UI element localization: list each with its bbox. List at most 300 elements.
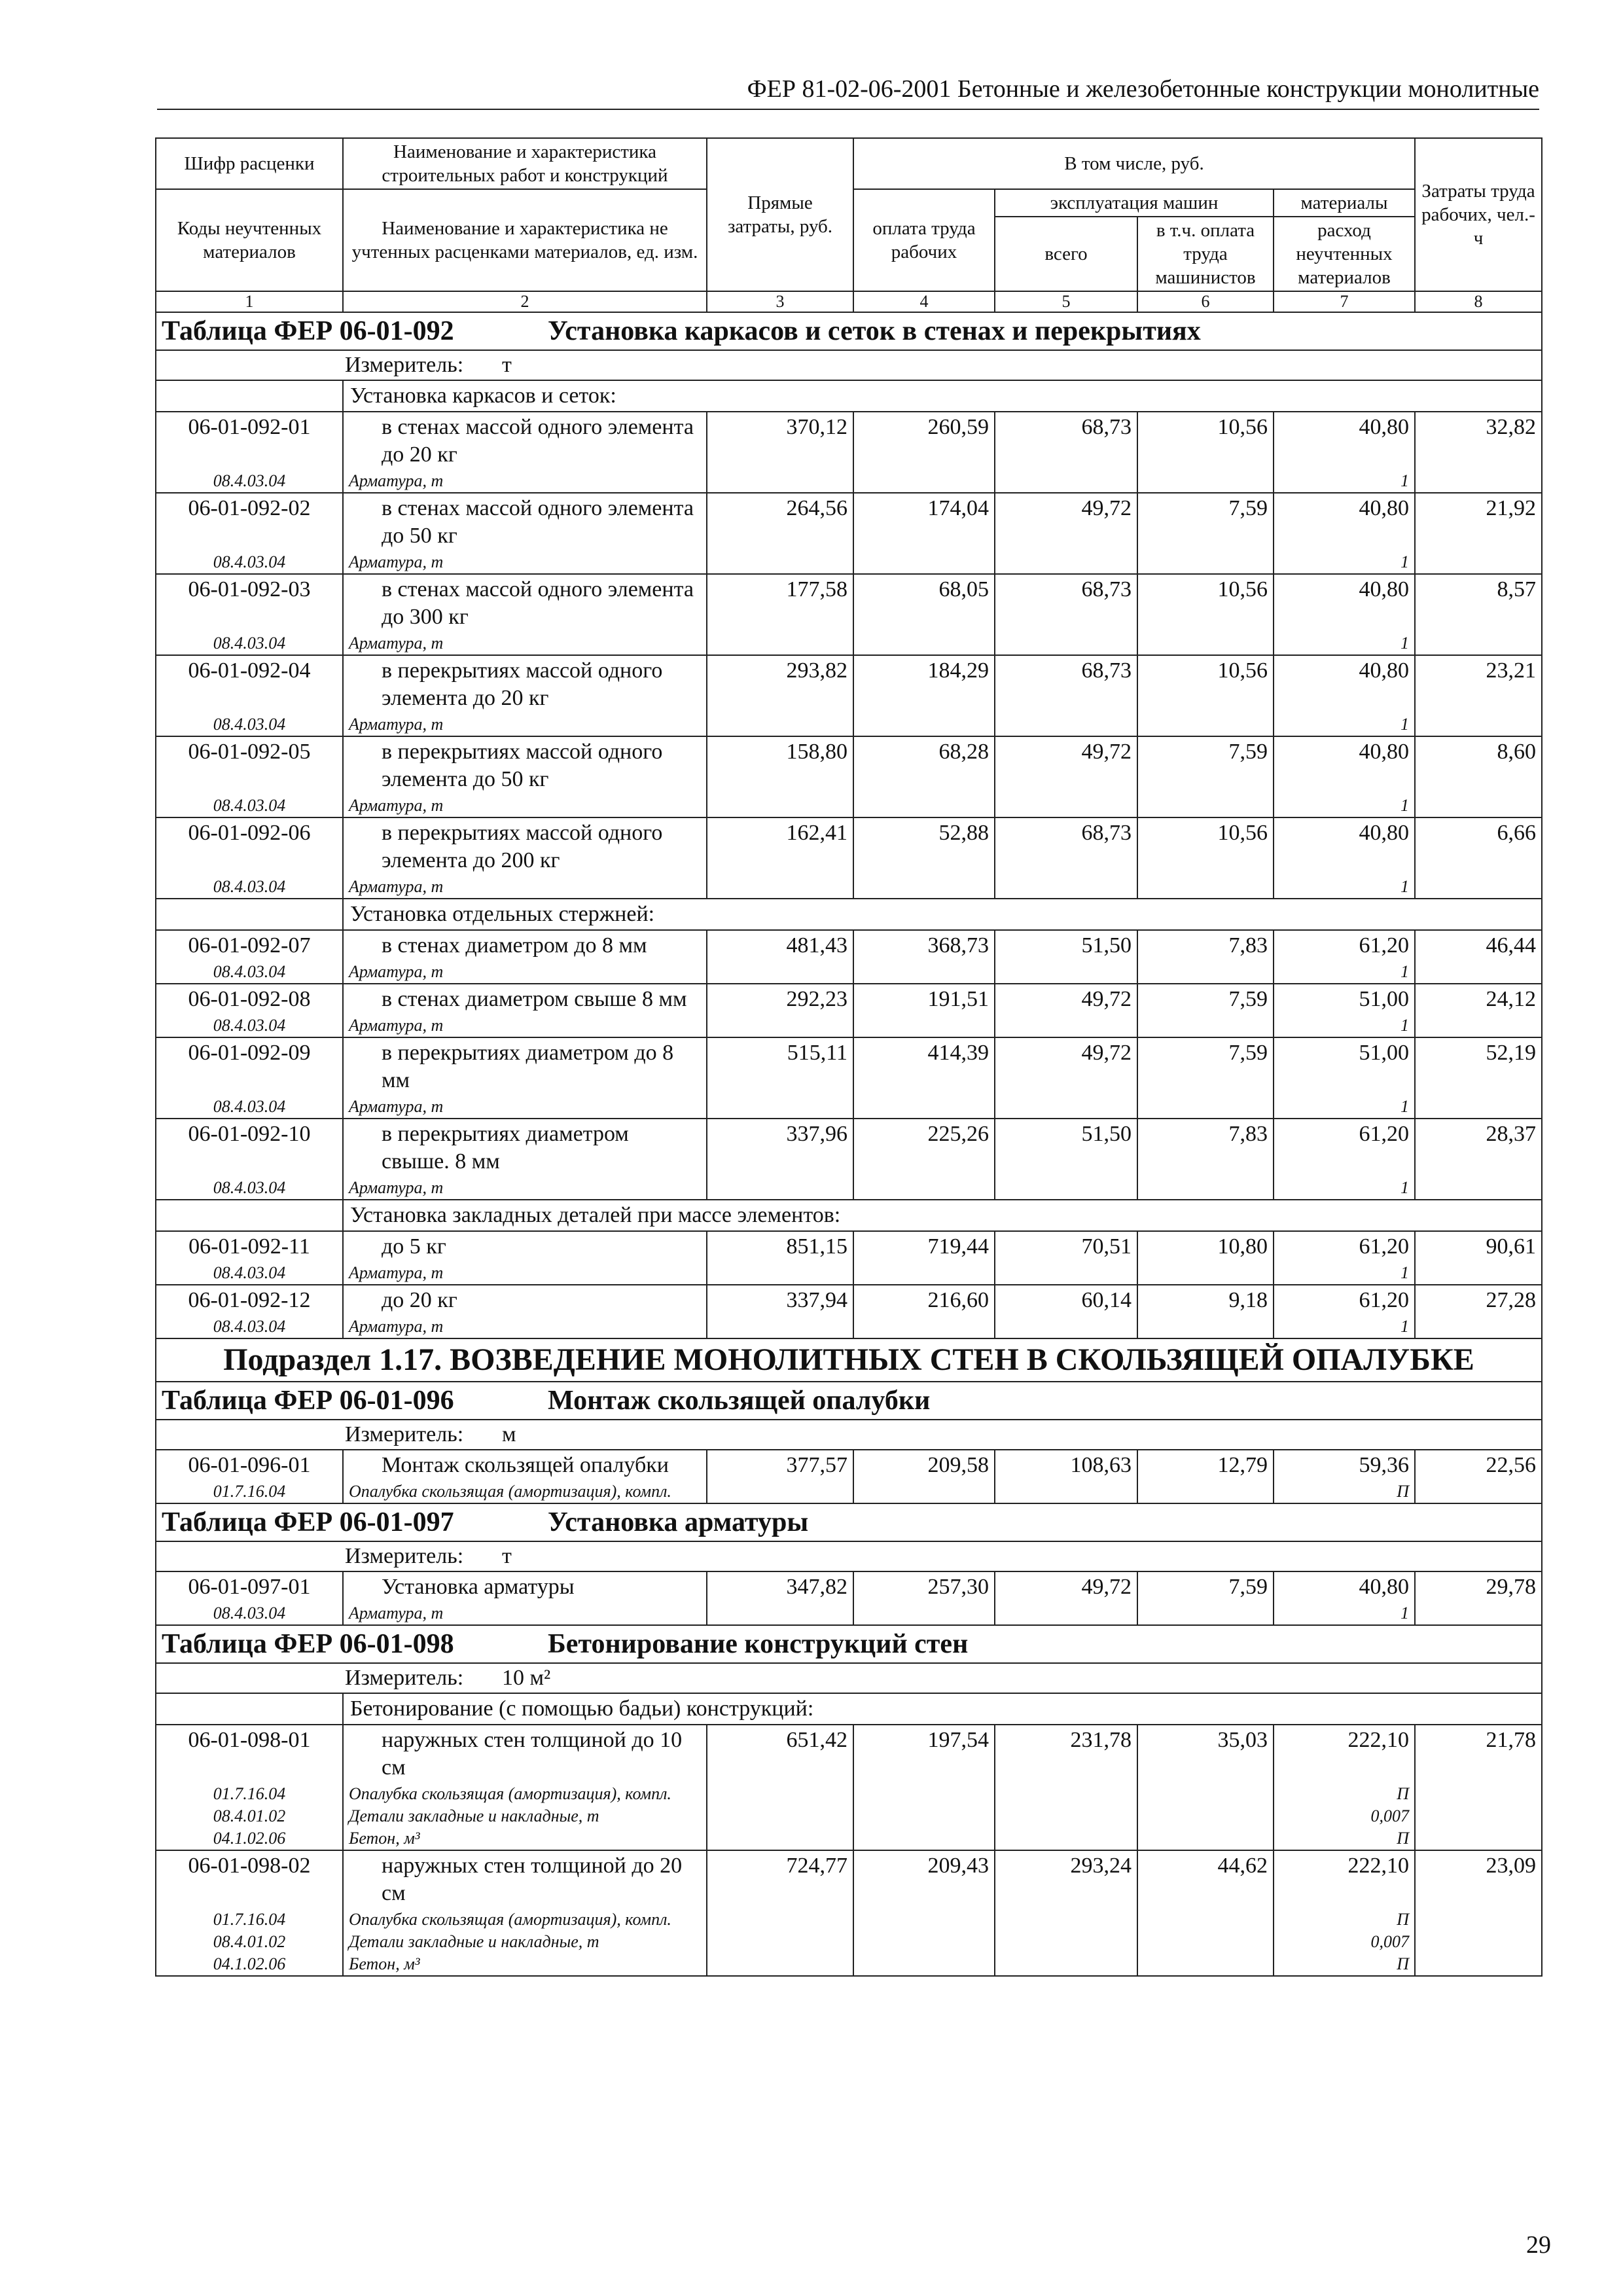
measure-unit: м — [502, 1422, 516, 1446]
rate-name: в перекрытиях массой одного элемента до 20 кг — [343, 655, 707, 713]
material-empty — [995, 551, 1137, 574]
material-empty — [853, 713, 995, 736]
measure-label: Измеритель: — [345, 1544, 464, 1568]
rate-name: до 5 кг — [343, 1231, 707, 1262]
labor-hours: 23,09 — [1415, 1850, 1542, 1909]
material-empty — [707, 795, 853, 817]
col-number: 5 — [995, 291, 1137, 312]
material-code: 01.7.16.04 — [156, 1783, 343, 1805]
labor-hours: 23,21 — [1415, 655, 1542, 713]
material-empty — [1137, 1827, 1274, 1850]
material-empty — [853, 1783, 995, 1805]
material-empty — [1137, 1480, 1274, 1503]
material-name: Арматура, т — [343, 713, 707, 736]
machines-total: 49,72 — [995, 736, 1137, 795]
material-empty — [1137, 1096, 1274, 1119]
machines-pay: 44,62 — [1137, 1850, 1274, 1909]
material-empty — [707, 961, 853, 984]
col-number: 2 — [343, 291, 707, 312]
material-empty — [707, 1931, 853, 1953]
material-qty: П — [1274, 1909, 1415, 1931]
machines-total: 49,72 — [995, 984, 1137, 1014]
material-empty — [1415, 1262, 1542, 1285]
col-incl: В том числе, руб. — [853, 138, 1415, 189]
material-code: 08.4.03.04 — [156, 961, 343, 984]
material-empty — [1137, 795, 1274, 817]
material-name: Арматура, т — [343, 795, 707, 817]
material-empty — [1137, 1805, 1274, 1827]
measure-unit: т — [502, 1544, 512, 1568]
col-name-top: Наименование и характеристика строительных работ и конструкций — [343, 138, 707, 189]
materials-cost: 222,10 — [1274, 1850, 1415, 1909]
page-header: ФЕР 81-02-06-2001 Бетонные и железобетонные конструкции монолитные — [157, 73, 1539, 110]
material-empty — [1415, 1783, 1542, 1805]
rate-code: 06-01-092-06 — [156, 817, 343, 876]
machines-pay: 12,79 — [1137, 1450, 1274, 1480]
labor-hours: 32,82 — [1415, 412, 1542, 470]
machines-pay: 10,56 — [1137, 817, 1274, 876]
material-code: 08.4.03.04 — [156, 1096, 343, 1119]
table-title-cell — [156, 1382, 1542, 1420]
col-machines-incl: в т.ч. оплата труда машинистов — [1137, 217, 1274, 291]
group-label: Установка отдельных стержней: — [343, 899, 1542, 930]
machines-pay: 9,18 — [1137, 1285, 1274, 1316]
material-code: 08.4.03.04 — [156, 1262, 343, 1285]
machines-pay: 7,59 — [1137, 984, 1274, 1014]
material-empty — [1137, 1783, 1274, 1805]
material-qty: 0,007 — [1274, 1805, 1415, 1827]
table-title-row — [156, 312, 1542, 350]
material-row — [156, 632, 1542, 655]
rates-table-wrapper — [155, 137, 1541, 1977]
machines-total: 51,50 — [995, 930, 1137, 961]
rate-row — [156, 1231, 1542, 1262]
machines-total: 70,51 — [995, 1231, 1137, 1262]
group-row — [156, 380, 1542, 412]
material-code: 08.4.03.04 — [156, 795, 343, 817]
direct-costs: 337,96 — [707, 1119, 853, 1177]
material-empty — [1415, 470, 1542, 493]
page-number: 29 — [1526, 2231, 1551, 2259]
rate-row — [156, 930, 1542, 961]
material-empty — [1415, 1827, 1542, 1850]
rate-row — [156, 1571, 1542, 1602]
material-qty: 1 — [1274, 1602, 1415, 1625]
col-number: 6 — [1137, 291, 1274, 312]
machines-pay: 7,59 — [1137, 493, 1274, 551]
material-empty — [1137, 632, 1274, 655]
rate-name: в стенах диаметром до 8 мм — [343, 930, 707, 961]
material-name: Опалубка скользящая (амортизация), компл. — [343, 1480, 707, 1503]
material-qty: 0,007 — [1274, 1931, 1415, 1953]
machines-pay: 7,59 — [1137, 736, 1274, 795]
materials-cost: 40,80 — [1274, 1571, 1415, 1602]
material-empty — [995, 1827, 1137, 1850]
materials-cost: 40,80 — [1274, 412, 1415, 470]
direct-costs: 292,23 — [707, 984, 853, 1014]
material-empty — [1415, 713, 1542, 736]
material-qty: 1 — [1274, 1262, 1415, 1285]
measure-unit: 10 м² — [502, 1666, 551, 1690]
labor-hours: 90,61 — [1415, 1231, 1542, 1262]
machines-total: 49,72 — [995, 1571, 1137, 1602]
rate-row — [156, 817, 1542, 876]
material-empty — [1415, 1480, 1542, 1503]
material-row — [156, 713, 1542, 736]
col-number: 4 — [853, 291, 995, 312]
material-name: Бетон, м³ — [343, 1953, 707, 1976]
rate-code: 06-01-092-08 — [156, 984, 343, 1014]
rate-code: 06-01-092-12 — [156, 1285, 343, 1316]
material-qty: 1 — [1274, 713, 1415, 736]
measure-row — [156, 350, 1542, 380]
rate-code: 06-01-092-11 — [156, 1231, 343, 1262]
labor-hours: 21,92 — [1415, 493, 1542, 551]
material-empty — [707, 1827, 853, 1850]
material-empty — [995, 1096, 1137, 1119]
col-number: 3 — [707, 291, 853, 312]
material-row — [156, 876, 1542, 899]
material-empty — [853, 1909, 995, 1931]
material-empty — [1137, 1953, 1274, 1976]
rate-name: в стенах диаметром свыше 8 мм — [343, 984, 707, 1014]
section-title: Подраздел 1.17. ВОЗВЕДЕНИЕ МОНОЛИТНЫХ СТЕН В СКОЛЬЗЯЩЕЙ ОПАЛУБКЕ — [156, 1338, 1542, 1382]
rate-row — [156, 1850, 1542, 1909]
material-empty — [1415, 632, 1542, 655]
material-code: 08.4.03.04 — [156, 1602, 343, 1625]
labor-pay: 184,29 — [853, 655, 995, 713]
rate-row — [156, 493, 1542, 551]
rate-row — [156, 1037, 1542, 1096]
material-empty — [853, 1096, 995, 1119]
material-empty — [1137, 1909, 1274, 1931]
rate-row — [156, 984, 1542, 1014]
machines-pay: 10,80 — [1137, 1231, 1274, 1262]
table-title-row — [156, 1382, 1542, 1420]
materials-cost: 51,00 — [1274, 1037, 1415, 1096]
material-empty — [1137, 551, 1274, 574]
material-qty: 1 — [1274, 632, 1415, 655]
materials-cost: 40,80 — [1274, 493, 1415, 551]
machines-total: 60,14 — [995, 1285, 1137, 1316]
material-name: Арматура, т — [343, 876, 707, 899]
material-name: Арматура, т — [343, 1177, 707, 1200]
group-label: Бетонирование (с помощью бадьи) конструкций: — [343, 1693, 1542, 1725]
machines-pay: 10,56 — [1137, 574, 1274, 632]
machines-pay: 10,56 — [1137, 655, 1274, 713]
labor-pay: 260,59 — [853, 412, 995, 470]
rate-code: 06-01-092-04 — [156, 655, 343, 713]
group-row — [156, 899, 1542, 930]
labor-hours: 24,12 — [1415, 984, 1542, 1014]
material-name: Арматура, т — [343, 961, 707, 984]
material-qty: П — [1274, 1783, 1415, 1805]
rate-name: до 20 кг — [343, 1285, 707, 1316]
measure-row — [156, 1420, 1542, 1450]
table-title-cell — [156, 312, 1542, 350]
table-number: Таблица ФЕР 06-01-097 — [162, 1507, 454, 1537]
col-name-bottom: Наименование и характеристика не учтенных расценками материалов, ед. изм. — [343, 189, 707, 291]
material-row — [156, 1316, 1542, 1338]
material-name: Детали закладные и накладные, т — [343, 1805, 707, 1827]
material-qty: П — [1274, 1480, 1415, 1503]
col-number: 8 — [1415, 291, 1542, 312]
table-body — [156, 312, 1542, 1976]
rate-code: 06-01-092-05 — [156, 736, 343, 795]
material-empty — [1415, 1014, 1542, 1037]
material-name: Арматура, т — [343, 632, 707, 655]
material-name: Арматура, т — [343, 1014, 707, 1037]
col-direct: Прямые затраты, руб. — [707, 138, 853, 291]
material-empty — [707, 551, 853, 574]
table-name: Бетонирование конструкций стен — [548, 1629, 969, 1659]
material-empty — [853, 632, 995, 655]
material-empty — [1415, 1096, 1542, 1119]
col-codes: Коды неучтенных материалов — [156, 189, 343, 291]
direct-costs: 724,77 — [707, 1850, 853, 1909]
material-code: 08.4.03.04 — [156, 551, 343, 574]
machines-total: 68,73 — [995, 574, 1137, 632]
group-spacer — [156, 1200, 343, 1231]
labor-hours: 8,60 — [1415, 736, 1542, 795]
material-empty — [995, 1953, 1137, 1976]
material-row — [156, 1931, 1542, 1953]
measure-label: Измеритель: — [345, 1422, 464, 1446]
rate-code: 06-01-092-07 — [156, 930, 343, 961]
material-empty — [707, 1480, 853, 1503]
machines-pay: 7,59 — [1137, 1571, 1274, 1602]
material-name: Опалубка скользящая (амортизация), компл. — [343, 1783, 707, 1805]
material-empty — [707, 1602, 853, 1625]
material-empty — [995, 713, 1137, 736]
col-labor-pay: оплата труда рабочих — [853, 189, 995, 291]
table-name: Установка каркасов и сеток в стенах и перекрытиях — [548, 316, 1201, 346]
rate-row — [156, 1450, 1542, 1480]
direct-costs: 337,94 — [707, 1285, 853, 1316]
machines-total: 231,78 — [995, 1725, 1137, 1783]
material-empty — [853, 1827, 995, 1850]
machines-total: 68,73 — [995, 412, 1137, 470]
material-empty — [1137, 713, 1274, 736]
material-empty — [853, 1480, 995, 1503]
section-row — [156, 1338, 1542, 1382]
material-empty — [707, 1262, 853, 1285]
material-name: Детали закладные и накладные, т — [343, 1931, 707, 1953]
machines-total: 108,63 — [995, 1450, 1137, 1480]
labor-pay: 68,05 — [853, 574, 995, 632]
material-empty — [853, 1177, 995, 1200]
material-empty — [1137, 1177, 1274, 1200]
group-spacer — [156, 380, 343, 412]
rate-code: 06-01-096-01 — [156, 1450, 343, 1480]
labor-pay: 257,30 — [853, 1571, 995, 1602]
labor-pay: 191,51 — [853, 984, 995, 1014]
material-code: 08.4.03.04 — [156, 1177, 343, 1200]
machines-total: 293,24 — [995, 1850, 1137, 1909]
material-empty — [707, 1783, 853, 1805]
material-name: Арматура, т — [343, 1096, 707, 1119]
machines-total: 68,73 — [995, 817, 1137, 876]
table-name: Монтаж скользящей опалубки — [548, 1386, 931, 1416]
rate-row — [156, 1119, 1542, 1177]
labor-hours: 22,56 — [1415, 1450, 1542, 1480]
materials-cost: 222,10 — [1274, 1725, 1415, 1783]
material-row — [156, 1783, 1542, 1805]
rate-name: Установка арматуры — [343, 1571, 707, 1602]
material-code: 01.7.16.04 — [156, 1909, 343, 1931]
material-row — [156, 1014, 1542, 1037]
material-empty — [995, 1909, 1137, 1931]
material-empty — [1137, 876, 1274, 899]
rate-row — [156, 574, 1542, 632]
col-number: 7 — [1274, 291, 1415, 312]
machines-pay: 35,03 — [1137, 1725, 1274, 1783]
material-empty — [995, 632, 1137, 655]
material-empty — [853, 1602, 995, 1625]
material-empty — [853, 1805, 995, 1827]
material-empty — [1137, 1262, 1274, 1285]
material-empty — [1137, 961, 1274, 984]
material-empty — [1415, 1316, 1542, 1338]
material-empty — [995, 876, 1137, 899]
table-header — [156, 138, 1542, 312]
measure-label: Измеритель: — [345, 1666, 464, 1690]
material-empty — [1415, 961, 1542, 984]
material-qty: 1 — [1274, 1014, 1415, 1037]
material-name: Арматура, т — [343, 1316, 707, 1338]
direct-costs: 264,56 — [707, 493, 853, 551]
material-qty: 1 — [1274, 470, 1415, 493]
group-label: Установка каркасов и сеток: — [343, 380, 1542, 412]
material-empty — [1415, 795, 1542, 817]
machines-pay: 7,59 — [1137, 1037, 1274, 1096]
material-empty — [853, 795, 995, 817]
direct-costs: 293,82 — [707, 655, 853, 713]
material-empty — [707, 713, 853, 736]
direct-costs: 515,11 — [707, 1037, 853, 1096]
material-code: 04.1.02.06 — [156, 1953, 343, 1976]
material-empty — [707, 1953, 853, 1976]
rate-name: в перекрытиях диаметром до 8 мм — [343, 1037, 707, 1096]
direct-costs: 370,12 — [707, 412, 853, 470]
material-empty — [1415, 876, 1542, 899]
materials-cost: 51,00 — [1274, 984, 1415, 1014]
group-row — [156, 1693, 1542, 1725]
labor-hours: 6,66 — [1415, 817, 1542, 876]
material-code: 08.4.03.04 — [156, 470, 343, 493]
material-empty — [707, 1177, 853, 1200]
materials-cost: 40,80 — [1274, 574, 1415, 632]
material-empty — [707, 470, 853, 493]
material-qty: 1 — [1274, 961, 1415, 984]
rate-row — [156, 655, 1542, 713]
machines-pay: 10,56 — [1137, 412, 1274, 470]
materials-cost: 40,80 — [1274, 817, 1415, 876]
material-code: 04.1.02.06 — [156, 1827, 343, 1850]
material-empty — [995, 1262, 1137, 1285]
labor-pay: 209,43 — [853, 1850, 995, 1909]
material-empty — [995, 1177, 1137, 1200]
col-materials: материалы — [1274, 189, 1415, 217]
material-row — [156, 1805, 1542, 1827]
rate-name: в перекрытиях массой одного элемента до 50 кг — [343, 736, 707, 795]
material-empty — [995, 795, 1137, 817]
material-qty: П — [1274, 1953, 1415, 1976]
materials-cost: 61,20 — [1274, 930, 1415, 961]
machines-total: 49,72 — [995, 493, 1137, 551]
material-qty: 1 — [1274, 1096, 1415, 1119]
material-empty — [853, 961, 995, 984]
rate-name: в стенах массой одного элемента до 50 кг — [343, 493, 707, 551]
material-empty — [707, 1805, 853, 1827]
material-row — [156, 1262, 1542, 1285]
direct-costs: 651,42 — [707, 1725, 853, 1783]
table-number: Таблица ФЕР 06-01-092 — [162, 316, 454, 346]
material-qty: 1 — [1274, 795, 1415, 817]
machines-total: 68,73 — [995, 655, 1137, 713]
col-machines: эксплуатация машин — [995, 189, 1274, 217]
material-code: 08.4.01.02 — [156, 1931, 343, 1953]
material-empty — [1415, 1805, 1542, 1827]
material-empty — [1415, 1177, 1542, 1200]
material-empty — [1415, 1931, 1542, 1953]
material-row — [156, 551, 1542, 574]
labor-pay: 174,04 — [853, 493, 995, 551]
material-empty — [853, 1014, 995, 1037]
group-row — [156, 1200, 1542, 1231]
measure-row — [156, 1541, 1542, 1571]
material-empty — [853, 1953, 995, 1976]
materials-cost: 61,20 — [1274, 1231, 1415, 1262]
table-number: Таблица ФЕР 06-01-098 — [162, 1629, 454, 1659]
rate-name: в перекрытиях массой одного элемента до 200 кг — [343, 817, 707, 876]
rate-name: наружных стен толщиной до 10 см — [343, 1725, 707, 1783]
material-empty — [995, 961, 1137, 984]
rate-name: в перекрытиях диаметром свыше. 8 мм — [343, 1119, 707, 1177]
rate-name: в стенах массой одного элемента до 300 кг — [343, 574, 707, 632]
material-empty — [707, 1096, 853, 1119]
rate-code: 06-01-098-02 — [156, 1850, 343, 1909]
material-empty — [1137, 470, 1274, 493]
labor-hours: 29,78 — [1415, 1571, 1542, 1602]
machines-total: 49,72 — [995, 1037, 1137, 1096]
material-empty — [707, 632, 853, 655]
measure-row — [156, 1663, 1542, 1693]
group-spacer — [156, 899, 343, 930]
measure-cell — [156, 350, 1542, 380]
material-qty: 1 — [1274, 1177, 1415, 1200]
material-empty — [995, 1783, 1137, 1805]
col-number: 1 — [156, 291, 343, 312]
material-empty — [853, 1931, 995, 1953]
material-empty — [853, 1316, 995, 1338]
rate-code: 06-01-092-10 — [156, 1119, 343, 1177]
machines-pay: 7,83 — [1137, 1119, 1274, 1177]
labor-pay: 52,88 — [853, 817, 995, 876]
material-row — [156, 961, 1542, 984]
measure-label: Измеритель: — [345, 353, 464, 377]
labor-pay: 209,58 — [853, 1450, 995, 1480]
labor-hours: 8,57 — [1415, 574, 1542, 632]
rate-name: наружных стен толщиной до 20 см — [343, 1850, 707, 1909]
rate-code: 06-01-092-02 — [156, 493, 343, 551]
rate-row — [156, 736, 1542, 795]
material-row — [156, 1827, 1542, 1850]
direct-costs: 377,57 — [707, 1450, 853, 1480]
measure-unit: т — [502, 353, 512, 377]
direct-costs: 851,15 — [707, 1231, 853, 1262]
group-label: Установка закладных деталей при массе элементов: — [343, 1200, 1542, 1231]
